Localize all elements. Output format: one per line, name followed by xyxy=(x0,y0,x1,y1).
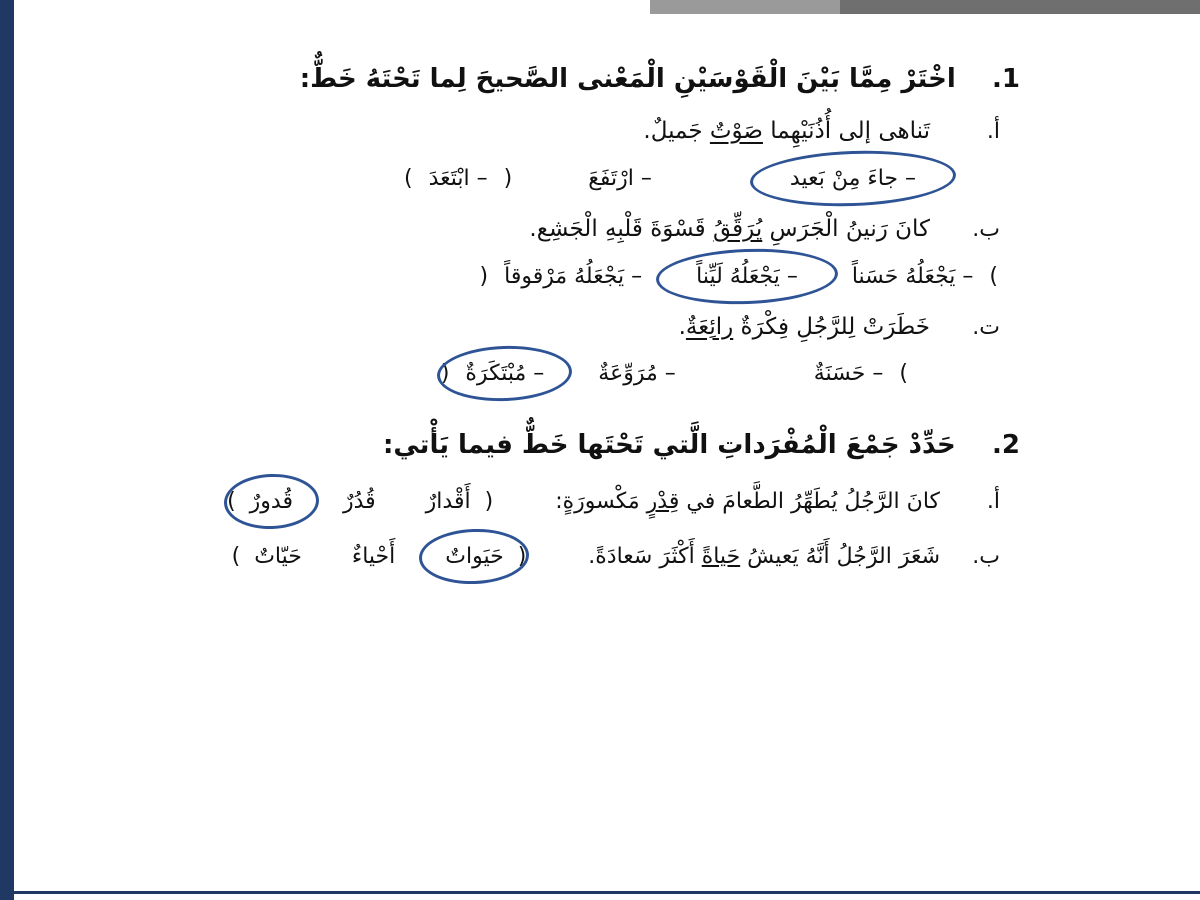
item-b-option-2[interactable]: – يَجْعَلُهُ لَيِّناً xyxy=(682,258,812,295)
q2-item-a-sentence-after: مَكْسورَةٍ: xyxy=(555,489,647,515)
item-c-open-paren: ( xyxy=(440,361,450,387)
q2-item-a-choice-2[interactable]: قُدُرٌ xyxy=(342,489,376,515)
item-c-sentence xyxy=(679,309,930,346)
q2-item-b-choice-2[interactable]: أَحْياءٌ xyxy=(351,544,396,570)
q2-item-b-choice-1[interactable]: حَيَواتٌ xyxy=(433,538,515,575)
item-b-sentence-after: قَسْوَةَ قَلْبِهِ الْجَشِع. xyxy=(529,215,713,242)
item-c-close-paren: ) xyxy=(899,361,908,387)
item-a-option-3[interactable]: – جاءَ مِنْ بَعيد xyxy=(776,160,930,197)
worksheet-content xyxy=(40,60,1160,601)
q2-item-a-close-paren: ) xyxy=(227,489,236,515)
item-a-option-2[interactable]: – ارْتَفَعَ xyxy=(588,165,652,191)
item-c-sentence-before: خَطَرَتْ لِلرَّجُلِ فِكْرَةٌ xyxy=(733,313,930,340)
q2-item-a-sentence-underlined: قِدْرٍ xyxy=(646,489,680,515)
item-a-sentence-before: تَناهى إلى أُذُنَيْهِما xyxy=(762,118,930,144)
question-2-item-b xyxy=(40,538,1160,575)
item-b-sentence xyxy=(529,211,930,248)
item-b-label: ب. xyxy=(972,216,1000,242)
item-c-option-2[interactable]: – مُرَوِّعَةٌ xyxy=(598,361,676,387)
item-c-label: ت. xyxy=(972,314,1000,340)
item-b-sentence-before: كانَ رَنينُ الْجَرَسِ xyxy=(762,215,930,242)
item-b-option-1[interactable]: – يَجْعَلُهُ مَرْقوقاً xyxy=(504,263,643,289)
q2-item-b-choices xyxy=(230,538,529,575)
q2-item-b-sentence-after: أَكْثَرَ سَعادَةً. xyxy=(588,544,702,570)
q2-item-a-choice-1[interactable]: أَقْدارٌ xyxy=(425,489,471,515)
q2-item-a-open-paren: ( xyxy=(484,489,494,515)
left-accent-band xyxy=(0,0,14,900)
question-1-item-b xyxy=(40,211,1160,295)
question-1-item-a xyxy=(40,113,1160,197)
q2-item-b-label: ب. xyxy=(972,544,1000,570)
item-a-option-1[interactable]: – ابْتَعَدَ xyxy=(428,165,488,191)
item-c-sentence-after: . xyxy=(678,313,686,340)
item-a-open-paren: ( xyxy=(503,165,513,191)
question-2-prompt: حَدِّدْ جَمْعَ الْمُفْرَداتِ الَّتي تَحْتَها خَطٌّ فيما يَأْتي: xyxy=(382,430,956,461)
question-1-prompt: اخْتَرْ مِمَّا بَيْنَ الْقَوْسَيْنِ الْمَعْنى الصَّحيحَ لِما تَحْتَهُ خَطٌّ: xyxy=(299,64,956,94)
item-a-options xyxy=(40,160,1160,197)
item-c-sentence-underlined: رائِعَةٌ xyxy=(685,313,734,340)
item-b-options xyxy=(40,258,1160,295)
item-b-close-paren: ) xyxy=(989,263,998,289)
question-1-number: 1. xyxy=(992,64,1020,94)
q2-item-a-choice-3[interactable]: قُدورٌ xyxy=(238,483,305,520)
item-a-sentence xyxy=(643,113,930,150)
question-2 xyxy=(40,426,1160,575)
item-a-sentence-after: جَميلٌ. xyxy=(643,118,710,144)
bottom-accent-rule xyxy=(14,891,1200,894)
q2-item-b-sentence-before: شَعَرَ الرَّجُلُ أَنَّهُ يَعيشُ xyxy=(740,544,940,570)
q2-item-a-sentence xyxy=(555,489,940,514)
question-1-heading xyxy=(40,60,1160,99)
item-b-option-3[interactable]: – يَجْعَلُهُ حَسَناً xyxy=(851,263,974,289)
q2-item-b-sentence-underlined: حَياةً xyxy=(701,544,741,570)
q2-item-b-choice-3[interactable]: حَيّاتٌ xyxy=(254,544,302,570)
question-1 xyxy=(40,60,1160,392)
q2-item-b-close-paren: ) xyxy=(231,544,241,570)
q2-item-b-sentence xyxy=(588,544,940,569)
item-a-label: أ. xyxy=(986,119,1000,144)
q2-item-a-sentence-before: كانَ الرَّجُلُ يُطَهِّرُ الطَّعامَ في xyxy=(679,489,940,515)
question-2-item-a xyxy=(40,483,1160,520)
item-c-option-3[interactable]: – حَسَنَةٌ xyxy=(813,361,884,387)
item-a-sentence-underlined: صَوْتٌ xyxy=(709,118,763,144)
q2-item-a-choices xyxy=(225,483,495,520)
item-a-close-paren: ) xyxy=(403,165,413,191)
item-c-options xyxy=(40,355,1160,392)
q2-item-b-open-paren: ( xyxy=(517,544,527,570)
question-2-number: 2. xyxy=(992,430,1020,461)
question-1-item-c xyxy=(40,309,1160,393)
item-b-sentence-underlined: يُرَقِّقُ xyxy=(712,215,763,242)
item-b-open-paren: ( xyxy=(479,263,489,289)
item-c-option-1[interactable]: – مُبْتَكَرَةٌ xyxy=(451,355,558,392)
q2-item-a-label: أ. xyxy=(986,489,1000,515)
top-dark-band xyxy=(840,0,1200,14)
question-2-heading xyxy=(40,426,1160,465)
